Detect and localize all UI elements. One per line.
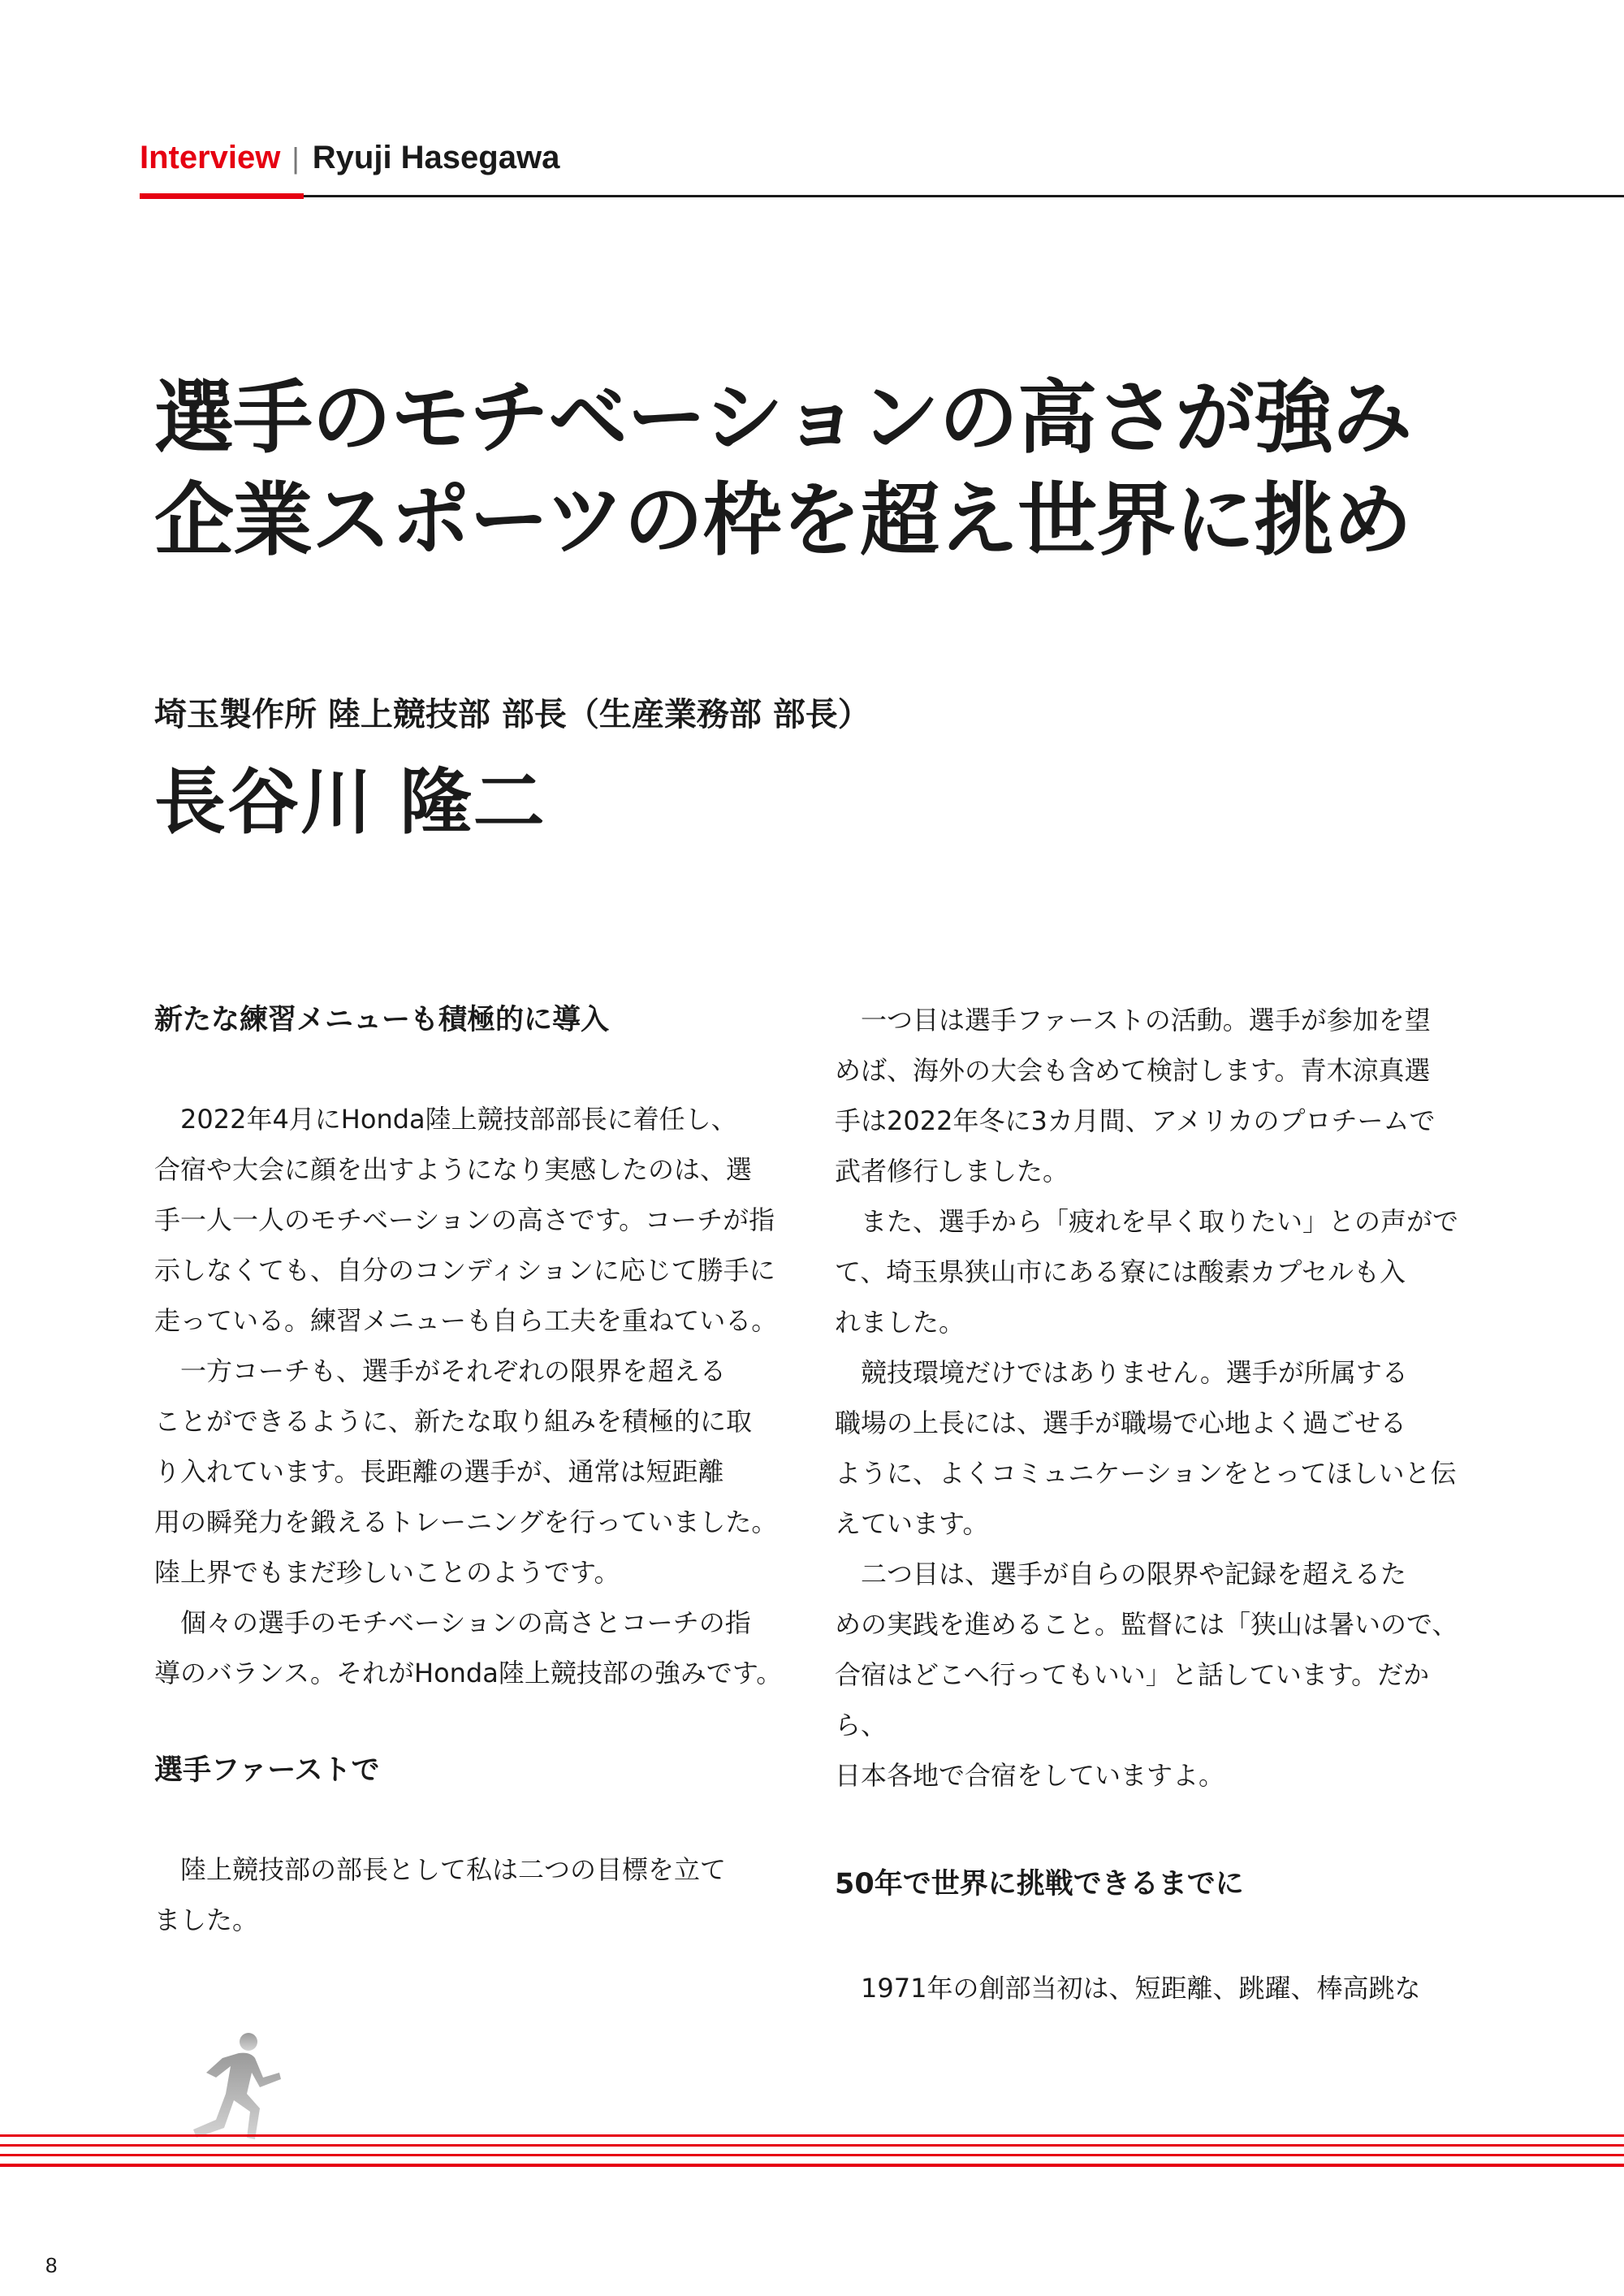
text-line: 職場の上長には、選手が職場で心地よく過ごせる (835, 1407, 1407, 1438)
right-column (835, 995, 1476, 2013)
track-line (0, 2134, 1624, 2137)
section-heading-1: 新たな練習メニューも積極的に導入 (154, 1004, 610, 1036)
text-line: ことができるように、新たな取り組みを積極的に取 (154, 1406, 753, 1437)
page-number: 8 (45, 2253, 58, 2277)
text-line: 走っている。練習メニューも自ら工夫を重ねている。 (154, 1305, 778, 1336)
person-name: 長谷川 隆二 (154, 760, 546, 844)
text-line: 一方コーチも、選手がそれぞれの限界を超える (180, 1356, 727, 1386)
track-line (0, 2164, 1624, 2167)
left-column (154, 995, 796, 1945)
headline-line-2: 企業スポーツの枠を超え世界に挑め (154, 474, 1412, 567)
text-line: て、埼玉県狭山市にある寮には酸素カプセルも入 (835, 1256, 1406, 1287)
text-line: めば、海外の大会も含めて検討します。青木涼真選 (835, 1055, 1431, 1086)
text-line: ました。 (154, 1905, 259, 1935)
header-label (140, 140, 559, 176)
paragraph (154, 1844, 796, 1945)
track-line (0, 2154, 1624, 2156)
paragraph (154, 1598, 796, 1698)
text-line: ように、よくコミュニケーションをとってほしいと伝 (835, 1458, 1457, 1489)
paragraph (835, 995, 1476, 1196)
track-line (0, 2144, 1624, 2147)
text-line: り入れています。長距離の選手が、通常は短距離 (154, 1456, 724, 1487)
paragraph (154, 1094, 796, 1346)
text-line: 合宿や大会に顔を出すようになり実感したのは、選 (154, 1154, 753, 1185)
track-decoration (0, 2030, 1624, 2242)
text-line: 二つ目は、選手が自らの限界や記録を超えるた (861, 1559, 1407, 1589)
headline-line-1: 選手のモチベーションの高さが強み (154, 372, 1412, 465)
header-interviewee: Ryuji Hasegawa (312, 140, 560, 175)
paragraph (835, 1196, 1476, 1347)
headline (154, 367, 1535, 572)
header-separator: | (292, 141, 300, 175)
text-line: 武者修行しました。 (835, 1156, 1069, 1187)
text-line: れました。 (835, 1307, 965, 1338)
page-header (140, 136, 1624, 197)
text-line: 示しなくても、自分のコンディションに応じて勝手に (154, 1255, 775, 1286)
header-accent-bar (140, 193, 304, 199)
person-affiliation: 埼玉製作所 陸上競技部 部長（生産業務部 部長） (154, 696, 870, 733)
paragraph (154, 1346, 796, 1598)
text-line: 手一人一人のモチベーションの高さです。コーチが指 (154, 1204, 775, 1235)
text-line: 2022年4月にHonda陸上競技部部長に着任し、 (180, 1104, 737, 1135)
text-line: 競技環境だけではありません。選手が所属する (861, 1357, 1408, 1388)
section-heading-2: 選手ファーストで (154, 1754, 380, 1787)
text-line: 日本各地で合宿をしていますよ。 (835, 1760, 1225, 1791)
section-heading-3: 50年で世界に挑戦できるまでに (835, 1868, 1244, 1900)
text-line: 個々の選手のモチベーションの高さとコーチの指 (180, 1607, 751, 1638)
text-line: 手は2022年冬に3カ月間、アメリカのプロチームで (835, 1105, 1436, 1136)
text-line: 一つ目は選手ファーストの活動。選手が参加を望 (861, 1005, 1431, 1036)
text-line: また、選手から「疲れを早く取りたい」との声がで (861, 1206, 1459, 1237)
header-category: Interview (140, 140, 281, 175)
text-line: 合宿はどこへ行ってもいい」と話しています。だから、 (835, 1659, 1430, 1740)
paragraph (835, 1963, 1476, 2013)
text-line: 陸上競技部の部長として私は二つの目標を立て (180, 1854, 727, 1885)
text-line: 1971年の創部当初は、短距離、跳躍、棒高跳な (861, 1973, 1421, 2004)
text-line: 用の瞬発力を鍛えるトレーニングを行っていました。 (154, 1507, 778, 1537)
text-line: めの実践を進めること。監督には「狭山は暑いので、 (835, 1609, 1458, 1640)
paragraph (835, 1347, 1476, 1549)
text-line: えています。 (835, 1508, 989, 1539)
paragraph (835, 1549, 1476, 1801)
text-line: 導のバランス。それがHonda陸上競技部の強みです。 (154, 1658, 783, 1688)
text-line: 陸上界でもまだ珍しいことのようです。 (154, 1557, 620, 1588)
